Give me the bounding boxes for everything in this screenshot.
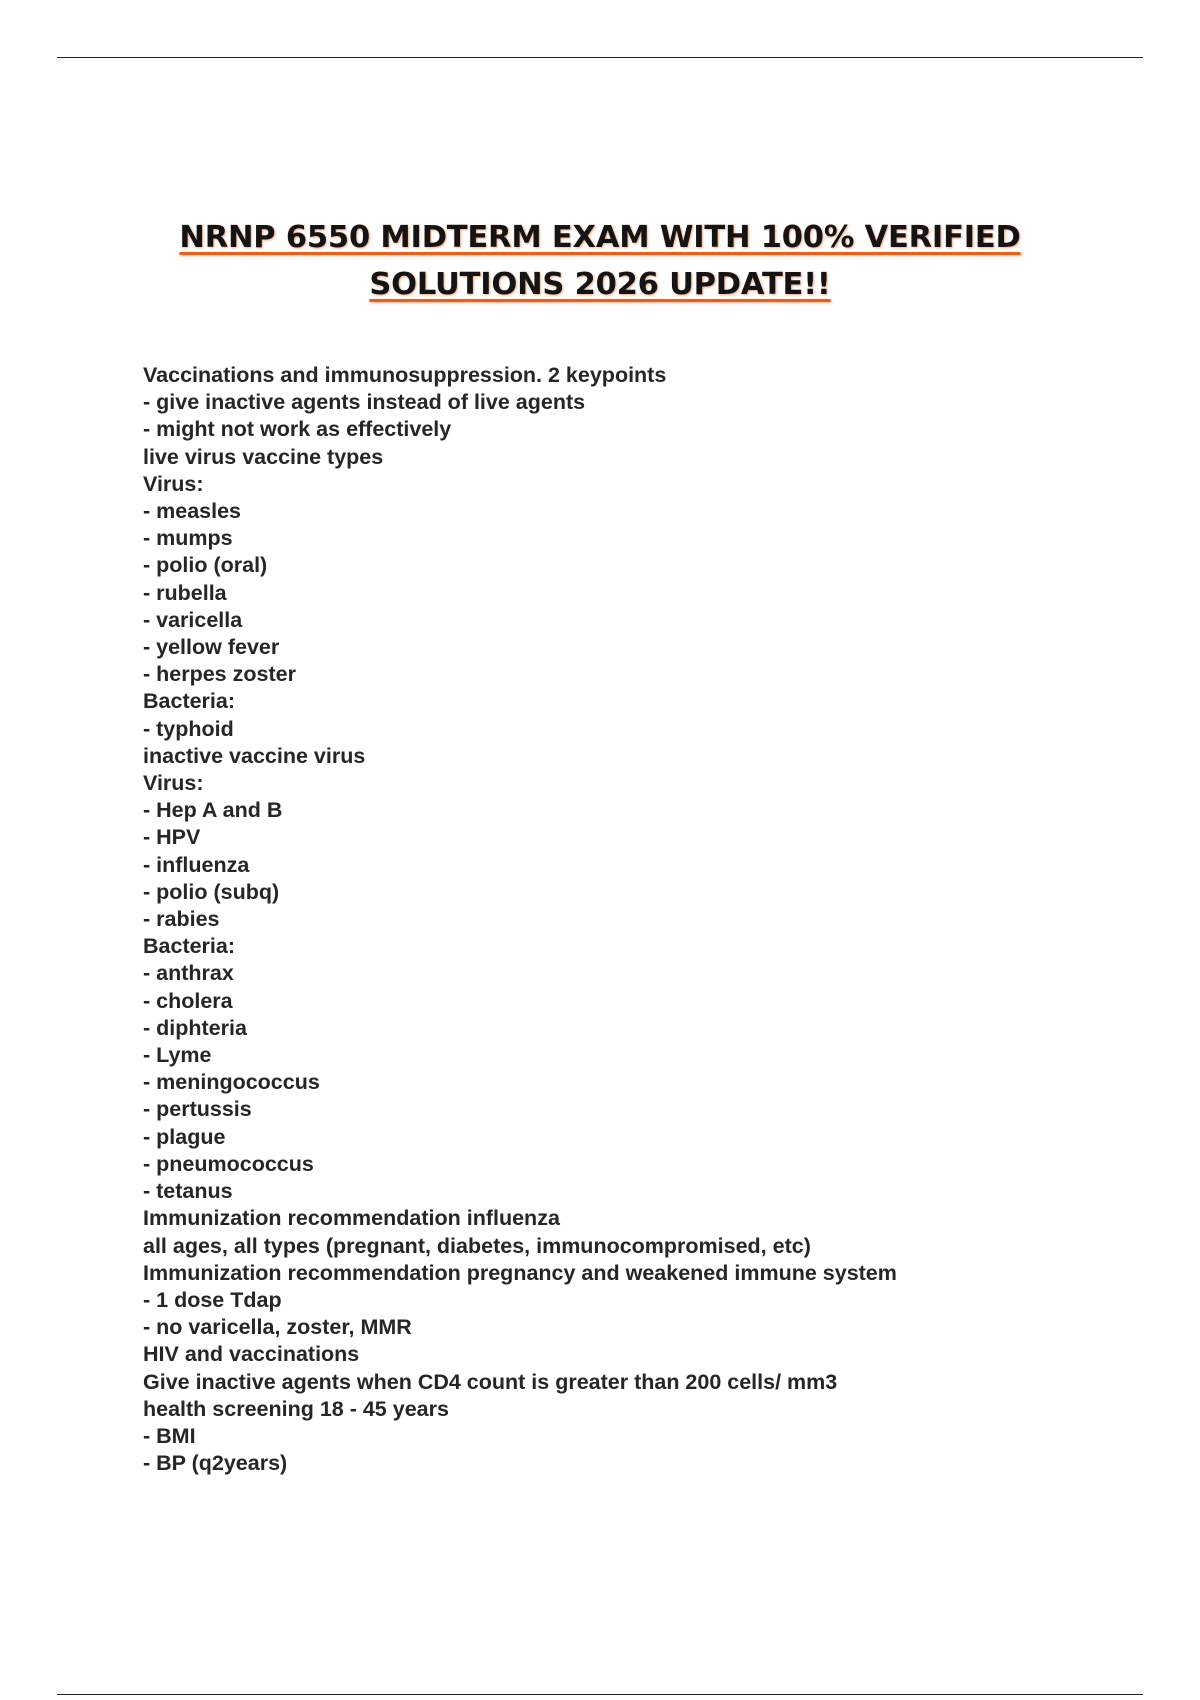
text-line: - varicella xyxy=(143,607,243,632)
title-line-1: NRNP 6550 MIDTERM EXAM WITH 100% VERIFIED xyxy=(179,220,1021,255)
text-line: - measles xyxy=(143,499,242,524)
text-line: - cholera xyxy=(143,988,233,1013)
text-line: - 1 dose Tdap xyxy=(143,1287,282,1312)
text-line: - plague xyxy=(143,1124,226,1149)
text-line: - polio (oral) xyxy=(143,553,268,578)
document-body xyxy=(143,362,1143,1477)
text-line: - BP (q2years) xyxy=(143,1451,288,1476)
text-line: health screening 18 - 45 years xyxy=(143,1396,449,1421)
text-line: - meningococcus xyxy=(143,1070,320,1095)
text-line: Bacteria: xyxy=(143,934,236,959)
text-line: Virus: xyxy=(143,771,204,796)
text-line: Give inactive agents when CD4 count is greater than 200 cells/ mm3 xyxy=(143,1369,838,1394)
text-line: - no varicella, zoster, MMR xyxy=(143,1315,412,1340)
text-line: - pneumococcus xyxy=(143,1151,314,1176)
text-line: live virus vaccine types xyxy=(143,444,384,469)
text-line: - influenza xyxy=(143,852,250,877)
text-line: - Lyme xyxy=(143,1043,212,1068)
text-line: HIV and vaccinations xyxy=(143,1342,360,1367)
text-line: - polio (subq) xyxy=(143,879,280,904)
text-line: - mumps xyxy=(143,526,233,551)
text-line: - Hep A and B xyxy=(143,798,283,823)
text-line: Immunization recommendation pregnancy and weakened immune system xyxy=(143,1260,897,1285)
text-line: Immunization recommendation influenza xyxy=(143,1206,560,1231)
text-line: - tetanus xyxy=(143,1179,233,1204)
text-line: - give inactive agents instead of live agents xyxy=(143,390,586,415)
text-line: - diphteria xyxy=(143,1015,247,1040)
text-line: all ages, all types (pregnant, diabetes, immunocompromised, etc) xyxy=(143,1233,811,1258)
text-line: Bacteria: xyxy=(143,689,236,714)
text-line: - BMI xyxy=(143,1423,196,1448)
text-line: Vaccinations and immunosuppression. 2 keypoints xyxy=(143,363,667,387)
text-line: - typhoid xyxy=(143,716,234,741)
text-line: - pertussis xyxy=(143,1097,252,1122)
text-line: - might not work as effectively xyxy=(143,417,452,442)
text-line: - rubella xyxy=(143,580,227,605)
document-title xyxy=(0,214,1200,308)
text-line: inactive vaccine virus xyxy=(143,743,366,768)
text-line: - HPV xyxy=(143,825,201,850)
footer-rule xyxy=(57,1694,1143,1695)
text-line: - yellow fever xyxy=(143,635,280,660)
text-line: - rabies xyxy=(143,907,220,932)
header-rule xyxy=(57,57,1143,58)
text-line: - herpes zoster xyxy=(143,662,296,687)
text-line: - anthrax xyxy=(143,961,234,986)
text-line: Virus: xyxy=(143,471,204,496)
title-line-2: SOLUTIONS 2026 UPDATE!! xyxy=(369,267,831,302)
